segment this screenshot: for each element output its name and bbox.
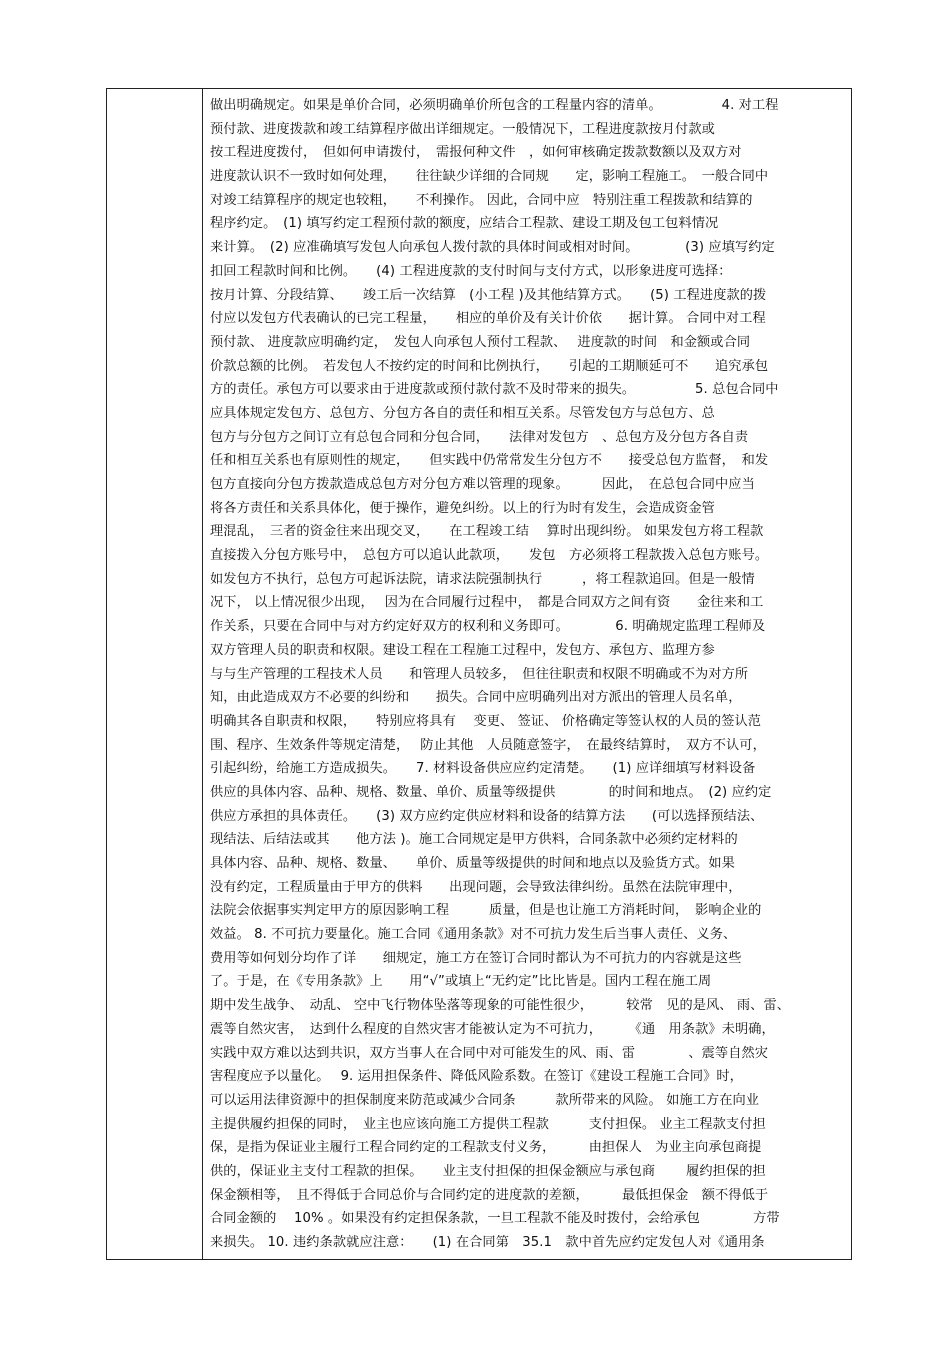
text-line: 包方直接向分包方拨款造成总包方对分包方难以管理的现象。 因此， 在总包合同中应当: [210, 477, 755, 492]
text-line: 期中发生战争、 动乱、 空中飞行物体坠落等现象的可能性很少， 较常 见的是风、 雨、雷、: [210, 998, 791, 1014]
text-line: 理混乱， 三者的资金往来出现交叉， 在工程竣工结 算时出现纠纷。 如果发包方将工程款: [210, 524, 764, 540]
text-line: 进度款认识不一致时如何处理， 往往缺少详细的合同规 定，影响工程施工。 一般合同中: [210, 169, 769, 185]
text-line: 应具体规定发包方、总包方、分包方各自的责任和相互关系。尽管发包方与总包方、总: [210, 405, 715, 421]
text-line: 预付款、进度拨款和竣工结算程序做出详细规定。一般情况下，工程进度款按月付款或: [210, 121, 715, 137]
text-line: 具体内容、品种、规格、数量、 单价、质量等级提供的时间和地点以及验货方式。如果: [210, 856, 735, 871]
text-line: 震等自然灾害， 达到什么程度的自然灾害才能被认定为不可抗力， 《通 用条款》未明确，: [210, 1021, 775, 1037]
text-line: 做出明确规定。如果是单价合同，必须明确单价所包含的工程量内容的清单。 4. 对工程: [210, 98, 779, 113]
text-line: 如发包方不执行，总包方可起诉法院，请求法院强制执行 ，将工程款追回。但是一般情: [210, 571, 755, 587]
text-line: 供的，保证业主支付工程款的担保。 业主支付担保的担保金额应与承包商 履约担保的担: [210, 1163, 766, 1179]
text-line: 明确其各自职责和权限， 特别应将具有 变更、 签证、 价格确定等签认权的人员的签认范: [210, 713, 762, 729]
text-line: 实践中双方难以达到共识，双方当事人在合同中对可能发生的风、雨、雷 、震等自然灾: [210, 1045, 769, 1061]
text-line: 现结法、后结法或其 他方法 )。施工合同规定是甲方供料，合同条款中必须约定材料的: [210, 832, 738, 848]
text-line: 双方管理人员的职责和权限。建设工程在工程施工过程中，发包方、承包方、监理方参: [210, 642, 715, 658]
text-line: 与与生产管理的工程技术人员 和管理人员较多， 但往往职责和权限不明确或不为对方所: [210, 666, 749, 682]
text-line: 供应方承担的具体责任。 (3) 双方应约定供应材料和设备的结算方法 (可以选择预结法、: [210, 808, 764, 824]
text-line: 预付款、 进度款应明确约定， 发包人向承包人预付工程款、 进度款的时间 和金额或合同: [210, 334, 751, 350]
text-line: 将各方责任和关系具体化，便于操作，避免纠纷。以上的行为时有发生，会造成资金管: [210, 500, 715, 516]
text-line: 作关系，只要在合同中与对方约定好双方的权利和义务即可。 6. 明确规定监理工程师及: [210, 619, 766, 635]
text-line: 引起纠纷，给施工方造成损失。 7. 材料设备供应应约定清楚。 (1) 应详细填写材料设备: [210, 761, 756, 777]
text-line: 保，是指为保证业主履行工程合同约定的工程款支付义务， 由担保人 为业主向承包商提: [210, 1140, 762, 1156]
text-line: 任和相互关系也有原则性的规定， 但实践中仍常常发生分包方不 接受总包方监督， 和发: [210, 453, 769, 469]
text-line: 程序约定。 (1) 填写约定工程预付款的额度，应结合工程款、建设工期及包工包料情况: [210, 216, 719, 232]
text-line: 按月计算、分段结算、 竣工后一次结算 (小工程 )及其他结算方式。 (5) 工程进度款的拨: [210, 287, 767, 303]
text-line: 法院会依据事实判定甲方的原因影响工程 质量，但是也让施工方消耗时间， 影响企业的: [210, 903, 762, 919]
text-line: 况下， 以上情况很少出现， 因为在合同履行过程中， 都是合同双方之间有资 金往来和工: [210, 595, 764, 611]
text-line: 来损失。 10. 违约条款就应注意： (1) 在合同第 35.1 款中首先应约定发包人对《通用条: [210, 1235, 765, 1250]
text-line: 合同金额的 10% 。如果没有约定担保条款，一旦工程款不能及时拨付，会给承包 方带: [210, 1211, 780, 1227]
left-column: [107, 89, 203, 1259]
text-line: 费用等如何划分均作了详 细规定，施工方在签订合同时都认为不可抗力的内容就是这些: [210, 950, 742, 966]
text-line: 包方与分包方之间订立有总包合同和分包合同， 法律对发包方 、总包方及分包方各自责: [210, 429, 749, 445]
text-line: 效益。 8. 不可抗力要量化。施工合同《通用条款》对不可抗力发生后当事人责任、义务、: [210, 927, 737, 943]
text-line: 直接拨入分包方账号中， 总包方可以追认此款项， 发包 方必须将工程款拨入总包方账号。: [210, 548, 769, 564]
text-line: 了。于是，在《专用条款》上 用“√”或填上“无约定”比比皆是。国内工程在施工周: [210, 974, 712, 990]
text-line: 对竣工结算程序的规定也较粗， 不利操作。 因此，合同中应 特别注重工程拨款和结算的: [210, 192, 753, 208]
text-line: 扣回工程款时间和比例。 (4) 工程进度款的支付时间与支付方式，以形象进度可选择：: [210, 263, 732, 279]
text-line: 围、程序、生效条件等规定清楚， 防止其他 人员随意签字， 在最终结算时， 双方不认可，: [210, 737, 766, 753]
text-line: 主提供履约担保的同时， 业主也应该向施工方提供工程款 支付担保。 业主工程款支付担: [210, 1116, 766, 1132]
text-line: 付应以发包方代表确认的已完工程量， 相应的单价及有关计价依 据计算。 合同中对工程: [210, 311, 766, 327]
text-line: 价款总额的比例。 若发包人不按约定的时间和比例执行， 引起的工期顺延可不 追究承包: [210, 358, 769, 374]
text-line: 来计算。 (2) 应准确填写发包人向承包人拨付款的具体时间或相对时间。 (3) 应填写约定: [210, 240, 775, 256]
text-line: 按工程进度拨付， 但如何申请拨付， 需报何种文件 ，如何审核确定拨款数额以及双方对: [210, 145, 742, 161]
text-line: 可以运用法律资源中的担保制度来防范或减少合同条 款所带来的风险。 如施工方在向业: [210, 1092, 760, 1108]
text-line: 供应的具体内容、品种、规格、数量、单价、质量等级提供 的时间和地点。 (2) 应约定: [210, 784, 772, 800]
text-line: 知，由此造成双方不必要的纠纷和 损失。合同中应明确列出对方派出的管理人员名单，: [210, 690, 742, 706]
text-line: 方的责任。承包方可以要求由于进度款或预付款付款不及时带来的损失。 5. 总包合同中: [210, 382, 779, 398]
text-line: 保金额相等， 且不得低于合同总价与合同约定的进度款的差额， 最低担保金 额不得低于: [210, 1187, 769, 1203]
document-body: [210, 94, 846, 1255]
text-line: 没有约定，工程质量由于甲方的供料 出现问题，会导致法律纠纷。虽然在法院审理中，: [210, 879, 742, 895]
table-frame: [106, 88, 852, 1260]
text-line: 害程度应予以量化。 9. 运用担保条件、降低风险系数。在签订《建设工程施工合同》时，: [210, 1069, 743, 1085]
